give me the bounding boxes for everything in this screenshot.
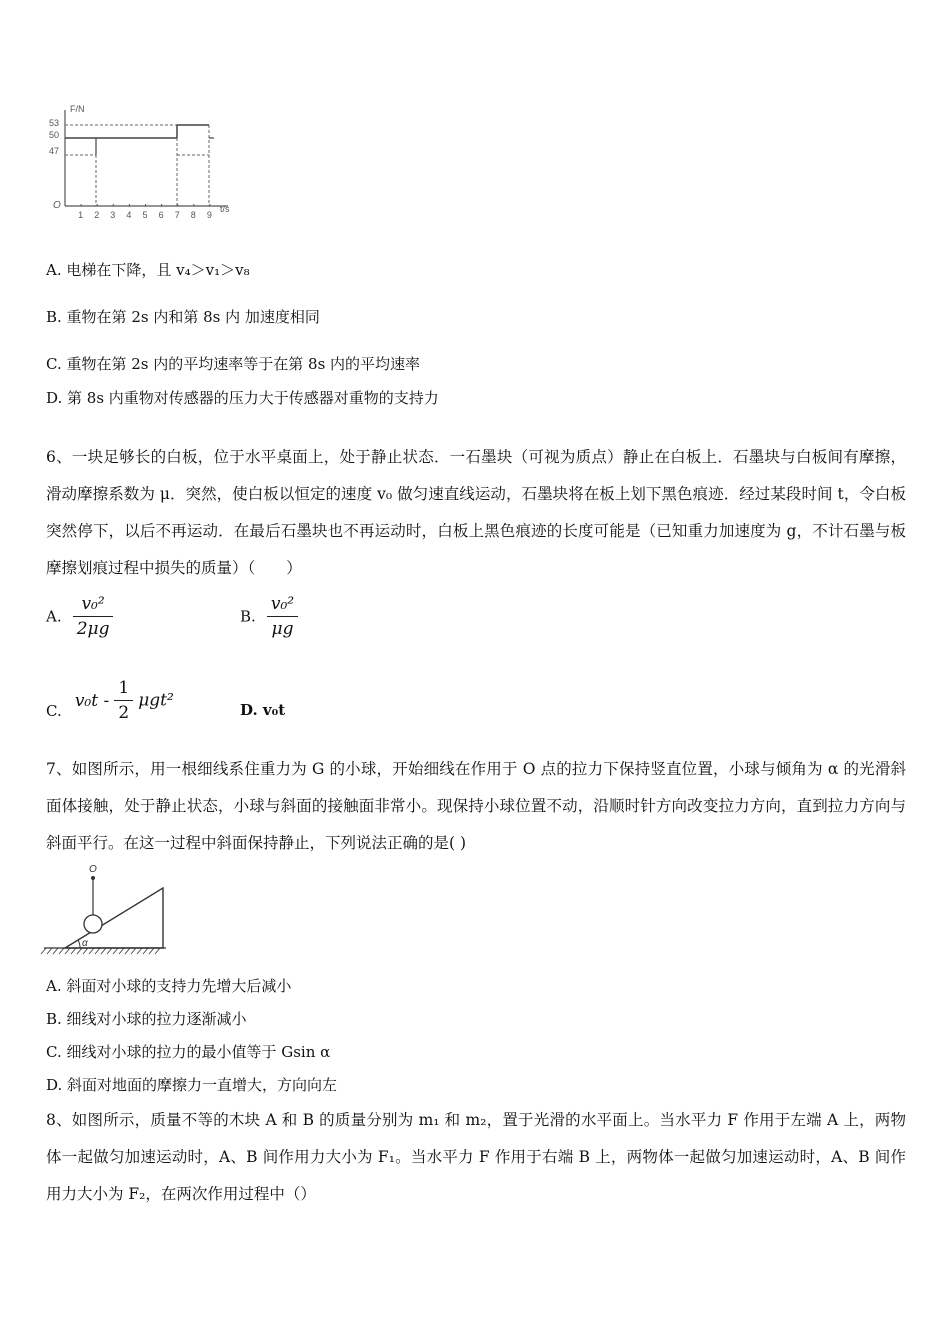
force-time-graph (40, 98, 250, 226)
incline-figure (40, 860, 170, 960)
q7-option-d: D. 斜面对地面的摩擦力一直增大，方向向左 (46, 1076, 338, 1094)
q5-option-a: A. 电梯在下降，且 v₄＞v₁＞v₈ (46, 261, 250, 279)
q5-option-d: D. 第 8s 内重物对传感器的压力大于传感器对重物的支持力 (46, 389, 439, 407)
y-tick-47: 47 (49, 146, 60, 156)
point-o-dot (91, 876, 95, 880)
hatch-stroke (53, 948, 58, 954)
hatch-stroke (119, 948, 124, 954)
x-axis-label: t/s (220, 204, 230, 214)
hatch-stroke (149, 948, 154, 954)
q6-option-d: D. v₀t (240, 701, 286, 719)
hatch-stroke (137, 948, 142, 954)
hatch-stroke (89, 948, 94, 954)
x-tick-label: 3 (110, 210, 116, 220)
x-tick-label: 7 (174, 210, 180, 220)
hatch-stroke (95, 948, 100, 954)
incline (65, 888, 163, 948)
q6-option-c-label: C. (46, 701, 62, 720)
hatch-stroke (107, 948, 112, 954)
x-tick-label: 4 (126, 210, 132, 220)
q6-option-b (240, 592, 298, 641)
angle-label: α (82, 938, 88, 949)
x-tick-label: 2 (94, 210, 100, 220)
q7-stem: 7、如图所示，用一根细线系住重力为 G 的小球，开始细线在作用于 O 点的拉力下保持竖直位置，小球与倾角为 α 的光滑斜面体接触，处于静止状态，小球与斜面的接触面非常小。现保持小球位置不动，沿顺时针方向改变拉力方向，直到拉力方向与斜面平行。在这一过程中斜面保持静止，下列说法正确的是( ) (46, 760, 906, 852)
hatch-stroke (59, 948, 64, 954)
q6-option-b-fraction (267, 592, 298, 641)
q5-option-b: B. 重物在第 2s 内和第 8s 内 加速度相同 (46, 308, 320, 326)
hatch-stroke (125, 948, 130, 954)
q6-option-b-numerator: v₀² (267, 592, 298, 617)
q6-stem: 6、一块足够长的白板，位于水平桌面上，处于静止状态．一石墨块（可视为质点）静止在白板上．石墨块与白板间有摩擦，滑动摩擦系数为 μ．突然，使白板以恒定的速度 v₀ 做匀速直线运动，石墨块将在板上划下黑色痕迹．经过某段时间 t，令白板突然停下，以后不再运动．在最后石墨块也不再运动时，白板上黑色痕迹的长度可能是（已知重力加速度为 g，不计石墨与板摩擦划痕过程中损失的质量）（ ） (46, 448, 906, 577)
ball (84, 915, 102, 933)
q6-option-a-denominator: 2μg (76, 619, 110, 639)
x-tick-label: 8 (190, 210, 196, 220)
ground-hatch (41, 948, 160, 954)
origin-label: O (53, 200, 61, 211)
x-tick-label: 5 (142, 210, 148, 220)
hatch-stroke (71, 948, 76, 954)
force-line-53 (177, 125, 209, 138)
point-o-label: O (89, 864, 97, 875)
hatch-stroke (143, 948, 148, 954)
q6-option-b-label: B. (240, 607, 256, 626)
angle-arc (78, 940, 80, 948)
hatch-stroke (155, 948, 160, 954)
q6-option-c-lead: v₀t - (74, 690, 110, 711)
y-tick-53: 53 (49, 118, 60, 128)
q6-option-c-tail: μgt² (138, 690, 174, 711)
hatch-stroke (65, 948, 70, 954)
y-axis-label: F/N (70, 104, 85, 114)
q6-option-c-fraction (114, 676, 133, 725)
y-tick-50: 50 (49, 130, 60, 140)
q6-option-c-numerator: 1 (114, 676, 133, 701)
q6-option-a-fraction (73, 592, 114, 641)
hatch-stroke (41, 948, 46, 954)
hatch-stroke (47, 948, 52, 954)
q6-option-a-label: A. (46, 607, 62, 626)
x-tick-label: 6 (158, 210, 164, 220)
q7-option-a: A. 斜面对小球的支持力先增大后减小 (46, 977, 292, 995)
x-tick-label: 1 (78, 210, 84, 220)
q6-option-b-denominator: μg (271, 619, 294, 639)
q6-option-c-denominator: 2 (118, 703, 130, 723)
q5-option-c: C. 重物在第 2s 内的平均速率等于在第 8s 内的平均速率 (46, 355, 421, 373)
hatch-stroke (131, 948, 136, 954)
q7-option-b: B. 细线对小球的拉力逐渐减小 (46, 1010, 247, 1028)
q6-option-a (46, 592, 113, 641)
q6-option-c (46, 676, 174, 725)
hatch-stroke (113, 948, 118, 954)
hatch-stroke (101, 948, 106, 954)
q7-option-c: C. 细线对小球的拉力的最小值等于 Gsin α (46, 1043, 331, 1061)
x-tick-label: 9 (206, 210, 212, 220)
q6-option-a-numerator: v₀² (73, 592, 114, 617)
q8-stem: 8、如图所示，质量不等的木块 A 和 B 的质量分别为 m₁ 和 m₂，置于光滑的水平面上。当水平力 F 作用于左端 A 上，两物体一起做匀加速运动时，A、B 间作用力大小为 F₁。当水平力 F 作用于右端 B 上，两物体一起做匀加速运动时，A、B 间作用力大小为 F₂，在两次作用过程中（） (46, 1111, 906, 1203)
